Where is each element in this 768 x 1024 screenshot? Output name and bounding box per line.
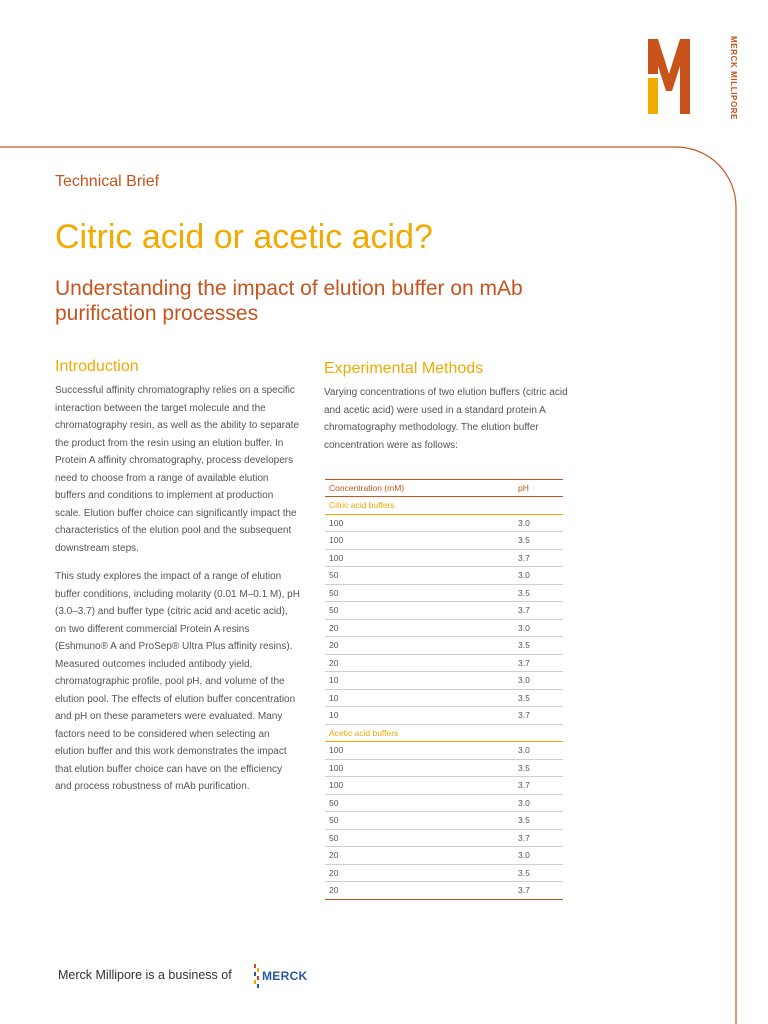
- concentration-cell: 50: [325, 584, 518, 602]
- concentration-cell: 100: [325, 514, 518, 532]
- ph-cell: 3.7: [518, 707, 563, 725]
- concentration-cell: 100: [325, 742, 518, 760]
- table-row: [325, 812, 563, 830]
- concentration-cell: 10: [325, 707, 518, 725]
- footer-text: Merck Millipore is a business of: [58, 968, 232, 982]
- column-header-concentration: Concentration (mM): [325, 480, 518, 497]
- merck-wordmark: MERCK: [262, 969, 308, 983]
- methods-paragraph: Varying concentrations of two elution buffers (citric acid and acetic acid) were used in a standard protein A chromatography methodology. The elution buffer concentration were as follows:: [324, 387, 568, 451]
- column-header-ph: pH: [518, 480, 563, 497]
- concentration-cell: 10: [325, 672, 518, 690]
- concentration-cell: 50: [325, 829, 518, 847]
- ph-cell: 3.0: [518, 672, 563, 690]
- concentration-cell: 20: [325, 654, 518, 672]
- table-row: [325, 847, 563, 865]
- ph-cell: 3.0: [518, 847, 563, 865]
- ph-cell: 3.7: [518, 829, 563, 847]
- table-row: [325, 532, 563, 550]
- table-row: [325, 882, 563, 900]
- ph-cell: 3.0: [518, 794, 563, 812]
- table-header-row: [325, 480, 563, 497]
- buffer-table: [325, 479, 563, 900]
- concentration-cell: 50: [325, 794, 518, 812]
- introduction-paragraph-1: Successful affinity chromatography relies on a specific interaction between the target molecule and the chromatography resin, as well as the ability to separate the product from the resin using an elution buffer. In Protein A affinity chromatography, process developers need to choose from a range of available elution buffers and conditions to implement at production scale. Elution buffer choice can significantly impact the characteristics of the elution pool and the subsequent downstream steps.: [55, 385, 300, 554]
- table-row: [325, 514, 563, 532]
- concentration-cell: 20: [325, 619, 518, 637]
- ph-cell: 3.0: [518, 619, 563, 637]
- concentration-cell: 20: [325, 882, 518, 900]
- group-label: Acetic acid buffers: [325, 724, 563, 742]
- ph-cell: 3.5: [518, 759, 563, 777]
- logo-wordmark: MERCK MILLIPORE: [729, 36, 738, 121]
- group-label: Citric acid buffers: [325, 497, 563, 515]
- introduction-heading: Introduction: [55, 358, 139, 375]
- ph-cell: 3.7: [518, 654, 563, 672]
- table-row: [325, 567, 563, 585]
- ph-cell: 3.7: [518, 882, 563, 900]
- concentration-cell: 100: [325, 759, 518, 777]
- methods-heading: Experimental Methods: [324, 360, 484, 377]
- table-row: [325, 742, 563, 760]
- ph-cell: 3.7: [518, 602, 563, 620]
- page-subtitle: Understanding the impact of elution buffer on mAb purification processes: [55, 277, 523, 325]
- ph-cell: 3.0: [518, 514, 563, 532]
- ph-cell: 3.7: [518, 777, 563, 795]
- table-row: [325, 864, 563, 882]
- concentration-cell: 100: [325, 777, 518, 795]
- table-row: [325, 672, 563, 690]
- table-row: [325, 584, 563, 602]
- page-title: Citric acid or acetic acid?: [55, 218, 433, 256]
- concentration-cell: 10: [325, 689, 518, 707]
- concentration-cell: 20: [325, 864, 518, 882]
- concentration-cell: 20: [325, 637, 518, 655]
- concentration-cell: 50: [325, 602, 518, 620]
- table-row: [325, 637, 563, 655]
- table-row: [325, 619, 563, 637]
- concentration-cell: 50: [325, 812, 518, 830]
- ph-cell: 3.0: [518, 567, 563, 585]
- ph-cell: 3.5: [518, 637, 563, 655]
- concentration-cell: 100: [325, 549, 518, 567]
- table-row: [325, 829, 563, 847]
- introduction-paragraph-2: This study explores the impact of a range of elution buffer conditions, including molarity (0.01 M–0.1 M), pH (3.0–3.7) and buffer type (citric acid and acetic acid), on two different commercial Protein A resins (Eshmuno® A and ProSep® Ultra Plus affinity resins). Measured outcomes included antibody yield, chromatographic profile, pool pH, and volume of the elution pool. The effects of elution buffer concentration and pH on these parameters were evaluated. Many factors need to be considered when selecting an elution buffer and this work demonstrates the impact that elution buffer choice can have on the efficiency and process robustness of mAb purification.: [55, 571, 300, 792]
- ph-cell: 3.5: [518, 584, 563, 602]
- concentration-cell: 50: [325, 567, 518, 585]
- ph-cell: 3.5: [518, 689, 563, 707]
- ph-cell: 3.5: [518, 864, 563, 882]
- table-row: [325, 689, 563, 707]
- ph-cell: 3.0: [518, 742, 563, 760]
- document-type: Technical Brief: [55, 173, 160, 190]
- ph-cell: 3.7: [518, 549, 563, 567]
- ph-cell: 3.5: [518, 812, 563, 830]
- table-row: [325, 759, 563, 777]
- table-group-row: [325, 724, 563, 742]
- table-row: [325, 777, 563, 795]
- table-row: [325, 602, 563, 620]
- table-group-row: [325, 497, 563, 515]
- table-body: [325, 497, 563, 900]
- table-row: [325, 549, 563, 567]
- table-row: [325, 654, 563, 672]
- ph-cell: 3.5: [518, 532, 563, 550]
- concentration-cell: 20: [325, 847, 518, 865]
- table-row: [325, 794, 563, 812]
- concentration-cell: 100: [325, 532, 518, 550]
- table-row: [325, 707, 563, 725]
